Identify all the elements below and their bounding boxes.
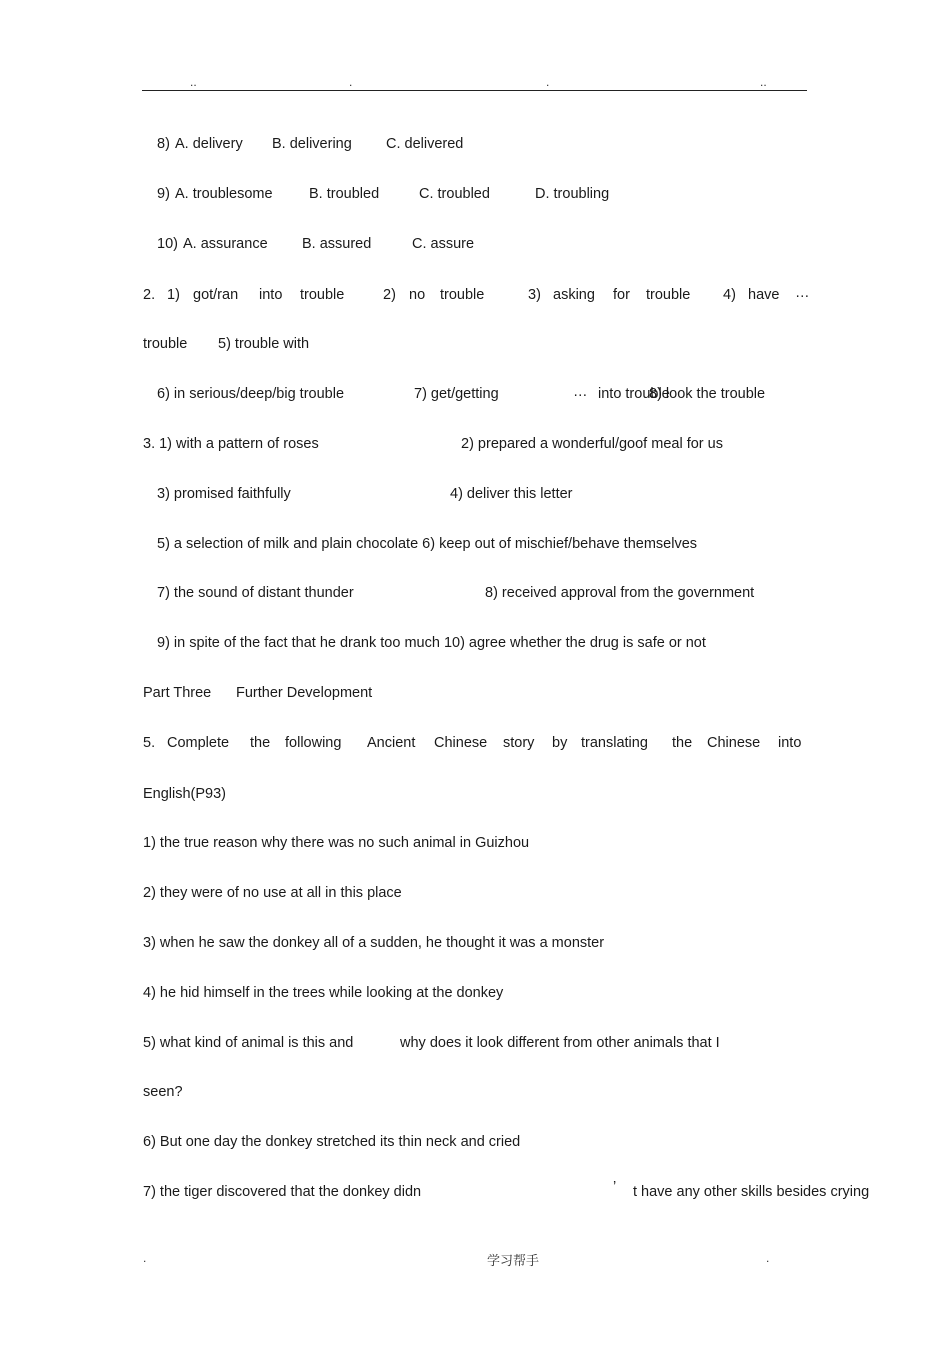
q2-w12: 4): [723, 287, 736, 303]
q5-answer-5c: seen?: [143, 1084, 183, 1100]
q2-w9: asking: [553, 287, 595, 303]
q1-r8-a: A. delivery: [175, 136, 243, 152]
q1-r9-b: B. troubled: [309, 186, 380, 202]
q2-line3e: 8) look the trouble: [649, 386, 766, 402]
q2-w0: 2.: [143, 287, 156, 303]
q5-w8: translating: [581, 735, 648, 751]
q3-item-3: 3) promised faithfully: [157, 486, 291, 502]
q1-r8-b: B. delivering: [272, 136, 352, 152]
part-label: Part Three: [143, 685, 212, 701]
q1-r9-num: 9): [157, 186, 170, 202]
part-title: Further Development: [236, 685, 373, 701]
q5-w9: the: [672, 735, 693, 751]
q5-answer-7c: t have any other skills besides crying: [633, 1184, 870, 1200]
q5-w11: into: [778, 735, 802, 751]
q5-w2: the: [250, 735, 271, 751]
header-mark-4: ..: [760, 75, 767, 89]
q2-w4: trouble: [300, 287, 345, 303]
q2-line2a: trouble: [143, 336, 188, 352]
footer-left-mark: .: [143, 1251, 147, 1265]
q2-line2b: 5) trouble with: [218, 336, 310, 352]
q5-w5: Chinese: [434, 735, 488, 751]
q3-item-7: 7) the sound of distant thunder: [157, 585, 354, 601]
q2-w6: no: [409, 287, 426, 303]
q5-w7: by: [552, 735, 568, 751]
q1-r10-a: A. assurance: [183, 236, 268, 252]
q5-answer-7a: 7) the tiger discovered that the donkey didn: [143, 1184, 422, 1200]
q2-w14: …: [795, 285, 810, 301]
footer-right-mark: .: [766, 1251, 770, 1265]
q5-answer-3: 3) when he saw the donkey all of a sudden, he thought it was a monster: [143, 935, 605, 951]
q2-w8: 3): [528, 287, 541, 303]
q5-w3: following: [285, 735, 342, 751]
q3-item-9: 9) in spite of the fact that he drank too much 10) agree whether the drug is safe or not: [157, 635, 706, 651]
q5-cont: English(P93): [143, 786, 227, 802]
q1-r10-num: 10): [157, 236, 178, 252]
q1-r9-d: D. troubling: [535, 186, 610, 202]
q5-w6: story: [503, 735, 535, 751]
q1-r10-b: B. assured: [302, 236, 372, 252]
q3-item-4: 4) deliver this letter: [450, 486, 573, 502]
q2-w7: trouble: [440, 287, 485, 303]
header-mark-1: ..: [190, 75, 197, 89]
q5-answer-2: 2) they were of no use at all in this place: [143, 885, 402, 901]
q2-w10: for: [613, 287, 630, 303]
q2-w1: 1): [167, 287, 180, 303]
q2-w3: into: [259, 287, 283, 303]
q5-answer-7b: ’: [613, 1179, 617, 1195]
q1-r10-c: C. assure: [412, 236, 475, 252]
q5-answer-6: 6) But one day the donkey stretched its thin neck and cried: [143, 1134, 521, 1150]
q1-r9-a: A. troublesome: [175, 186, 273, 202]
q2-line3c: …: [573, 384, 588, 400]
q5-w1: Complete: [167, 735, 230, 751]
q2-line3b: 7) get/getting: [414, 386, 499, 402]
q1-r8-c: C. delivered: [386, 136, 464, 152]
q2-line3a: 6) in serious/deep/big trouble: [157, 386, 345, 402]
q5-w0: 5.: [143, 735, 156, 751]
q5-answer-4: 4) he hid himself in the trees while looking at the donkey: [143, 985, 504, 1001]
q5-answer-5b: why does it look different from other animals that I: [400, 1035, 720, 1051]
q1-r9-c: C. troubled: [419, 186, 490, 202]
header-rule: [142, 90, 807, 91]
q3-item-1: 3. 1) with a pattern of roses: [143, 436, 319, 452]
q2-w13: have: [748, 287, 780, 303]
footer-center-text: 学习帮手: [487, 1254, 540, 1269]
q5-answer-1: 1) the true reason why there was no such animal in Guizhou: [143, 835, 530, 851]
q2-w5: 2): [383, 287, 396, 303]
q3-item-2: 2) prepared a wonderful/goof meal for us: [461, 436, 723, 452]
q5-w4: Ancient: [367, 735, 416, 751]
q2-w11: trouble: [646, 287, 691, 303]
q1-r8-num: 8): [157, 136, 170, 152]
header-mark-3: .: [546, 75, 550, 89]
q2-line3d: into trouble: [598, 386, 670, 402]
q5-answer-5a: 5) what kind of animal is this and: [143, 1035, 354, 1051]
q3-item-5: 5) a selection of milk and plain chocolate 6) keep out of mischief/behave themselves: [157, 536, 698, 552]
q3-item-8: 8) received approval from the government: [485, 585, 755, 601]
header-mark-2: .: [349, 75, 353, 89]
q2-w2: got/ran: [193, 287, 239, 303]
q5-w10: Chinese: [707, 735, 761, 751]
